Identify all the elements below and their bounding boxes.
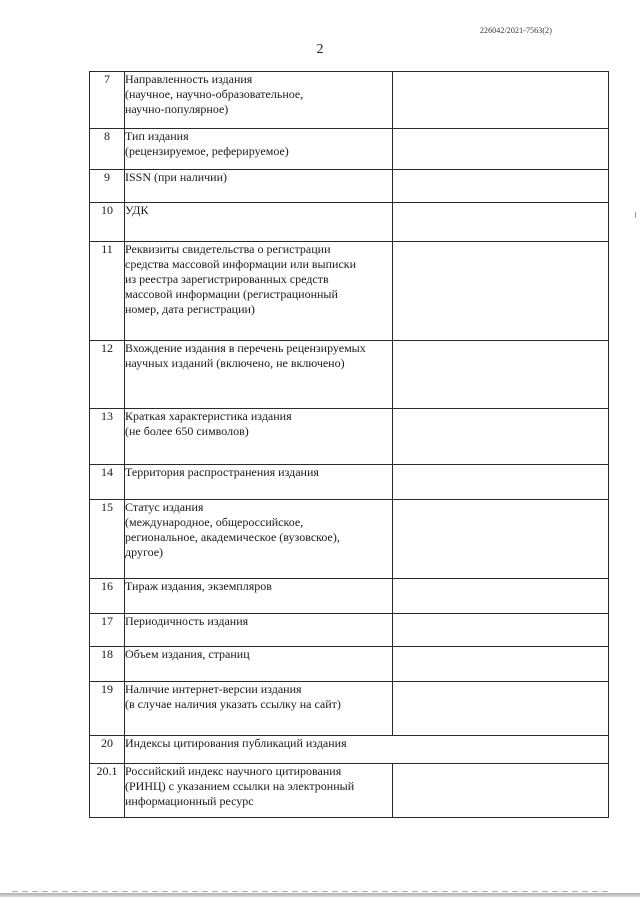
row-label: Вхождение издания в перечень рецензируемых научных изданий (включено, не включено) xyxy=(125,341,393,409)
row-number: 16 xyxy=(90,579,125,614)
row-value-cell[interactable] xyxy=(393,242,609,341)
page-number: 2 xyxy=(316,42,324,57)
table-row xyxy=(90,736,609,764)
table-row xyxy=(90,409,609,465)
row-number: 8 xyxy=(90,129,125,170)
row-number: 17 xyxy=(90,614,125,647)
scan-mark xyxy=(635,212,636,218)
row-value-cell[interactable] xyxy=(393,500,609,579)
row-number: 19 xyxy=(90,682,125,736)
document-number: 226042/2021-7563(2) xyxy=(479,26,552,35)
table-row xyxy=(90,682,609,736)
row-value-cell[interactable] xyxy=(393,203,609,242)
row-value-cell[interactable] xyxy=(393,647,609,682)
row-label: Статус издания (международное, общероссийское, региональное, академическое (вузовское), другое) xyxy=(125,500,393,579)
row-number: 18 xyxy=(90,647,125,682)
table-row xyxy=(90,465,609,500)
row-number: 10 xyxy=(90,203,125,242)
row-number: 20 xyxy=(90,736,125,764)
row-value-cell[interactable] xyxy=(393,465,609,500)
row-number: 9 xyxy=(90,170,125,203)
row-number: 13 xyxy=(90,409,125,465)
row-value-cell[interactable] xyxy=(393,682,609,736)
row-label: Тираж издания, экземпляров xyxy=(125,579,393,614)
row-label: Индексы цитирования публикаций издания xyxy=(125,736,609,764)
publication-info-table xyxy=(89,71,609,818)
table-row xyxy=(90,647,609,682)
row-value-cell[interactable] xyxy=(393,409,609,465)
row-label: Краткая характеристика издания (не более 650 символов) xyxy=(125,409,393,465)
row-value-cell[interactable] xyxy=(393,614,609,647)
table-row xyxy=(90,129,609,170)
table-row xyxy=(90,242,609,341)
row-number: 7 xyxy=(90,72,125,129)
scan-artifact-edge xyxy=(0,893,640,897)
row-label: Российский индекс научного цитирования (РИНЦ) с указанием ссылки на электронный информационный ресурс xyxy=(125,764,393,818)
row-value-cell[interactable] xyxy=(393,579,609,614)
table-row xyxy=(90,614,609,647)
row-value-cell[interactable] xyxy=(393,72,609,129)
row-number: 15 xyxy=(90,500,125,579)
row-number: 12 xyxy=(90,341,125,409)
row-label: Направленность издания (научное, научно-образовательное, научно-популярное) xyxy=(125,72,393,129)
row-label: Объем издания, страниц xyxy=(125,647,393,682)
table-row xyxy=(90,170,609,203)
scan-artifact-dashes xyxy=(12,891,612,892)
row-label: Периодичность издания xyxy=(125,614,393,647)
row-number: 20.1 xyxy=(90,764,125,818)
table-row xyxy=(90,72,609,129)
row-number: 11 xyxy=(90,242,125,341)
row-label: Тип издания (рецензируемое, реферируемое) xyxy=(125,129,393,170)
row-value-cell[interactable] xyxy=(393,129,609,170)
row-label: Реквизиты свидетельства о регистрации средства массовой информации или выписки из реестра зарегистрированных средств массовой информации (регистрационный номер, дата регистрации) xyxy=(125,242,393,341)
row-number: 14 xyxy=(90,465,125,500)
table-row xyxy=(90,579,609,614)
table-row xyxy=(90,203,609,242)
row-label: ISSN (при наличии) xyxy=(125,170,393,203)
row-value-cell[interactable] xyxy=(393,764,609,818)
row-value-cell[interactable] xyxy=(393,341,609,409)
row-label: Наличие интернет-версии издания (в случае наличия указать ссылку на сайт) xyxy=(125,682,393,736)
table-row xyxy=(90,341,609,409)
table-row xyxy=(90,764,609,818)
row-label: УДК xyxy=(125,203,393,242)
row-value-cell[interactable] xyxy=(393,170,609,203)
row-label: Территория распространения издания xyxy=(125,465,393,500)
table-row xyxy=(90,500,609,579)
